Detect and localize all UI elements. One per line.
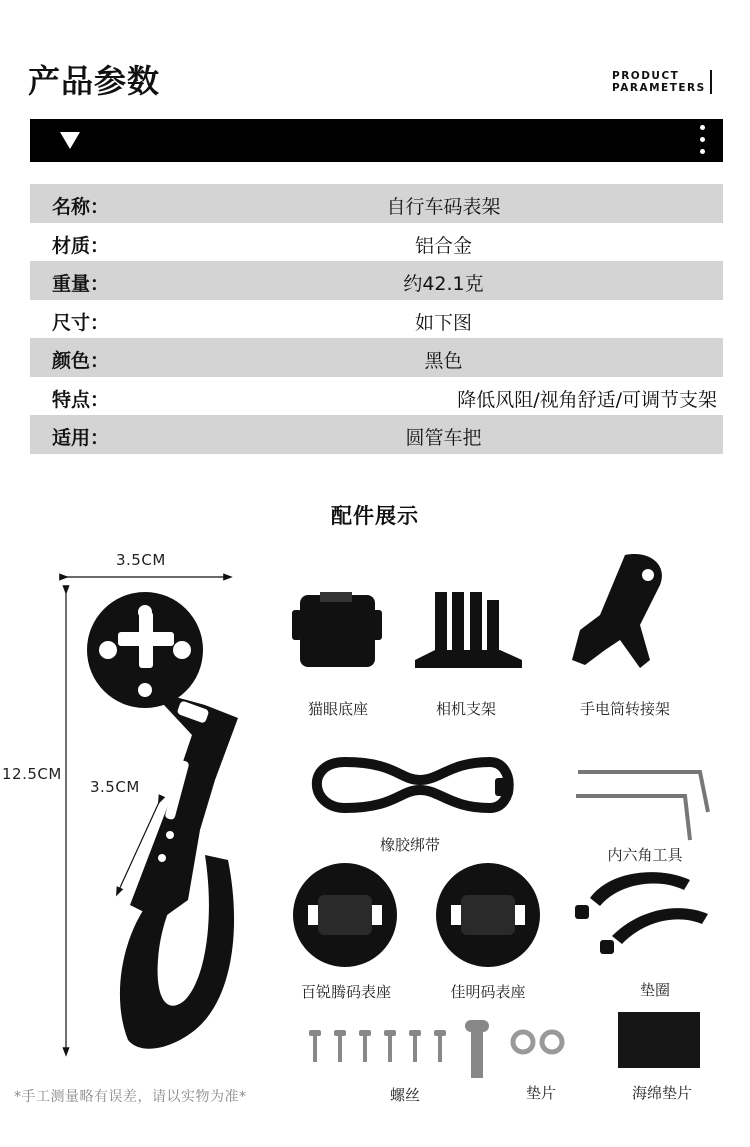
- flashlight-adapter-drawing: [572, 554, 662, 668]
- param-row: [30, 338, 723, 377]
- param-row: [30, 415, 723, 454]
- more-vertical-icon: [700, 125, 706, 161]
- param-value: 圆管车把: [405, 427, 482, 449]
- label-flashlight-adapter: 手电筒转接架: [579, 700, 670, 718]
- sponge-pad-drawing: [618, 1012, 700, 1068]
- dim-arm-label: 3.5CM: [90, 778, 140, 796]
- label-garmin-base: 佳明码表座: [450, 983, 526, 1001]
- dim-height-label: 12.5CM: [2, 765, 62, 783]
- shim-drawing: [575, 872, 708, 954]
- label-rubber-strap: 橡胶绑带: [379, 836, 440, 854]
- param-row: [30, 377, 723, 416]
- label-washer: 垫片: [525, 1084, 556, 1102]
- label-bryton-base: 百锐腾码表座: [300, 983, 391, 1001]
- params-table: [30, 184, 723, 454]
- label-shim: 垫圈: [639, 981, 670, 999]
- param-label: 材质：: [52, 234, 110, 257]
- param-value: 降低风阻/视角舒适/可调节支架: [457, 388, 717, 411]
- param-label: 尺寸：: [52, 311, 110, 334]
- triangle-down-icon: [60, 132, 80, 149]
- param-row: [30, 261, 723, 300]
- param-label: 颜色：: [52, 350, 110, 372]
- param-label: 重量：: [52, 273, 110, 295]
- accessories-title: 配件展示: [331, 504, 419, 528]
- camera-mount-drawing: [415, 592, 522, 668]
- cateye-base-drawing: [292, 592, 382, 667]
- hex-tool-drawing: [576, 772, 708, 840]
- bryton-base-drawing: [293, 863, 397, 967]
- label-hex-tool: 内六角工具: [607, 846, 683, 864]
- label-screws: 螺丝: [389, 1086, 420, 1104]
- param-row: [30, 300, 723, 339]
- garmin-base-drawing: [436, 863, 540, 967]
- param-row: [30, 223, 723, 262]
- param-label: 适用：: [52, 427, 110, 449]
- main-mount-drawing: [87, 592, 238, 1049]
- param-value: 如下图: [414, 311, 472, 334]
- param-label: 名称：: [52, 196, 110, 218]
- param-value: 黑色: [424, 350, 463, 372]
- param-value: 铝合金: [414, 234, 472, 257]
- page-title: 产品参数: [28, 62, 161, 100]
- label-sponge-pad: 海绵垫片: [631, 1084, 692, 1102]
- section-bar: [30, 119, 723, 162]
- label-cateye-base: 猫眼底座: [307, 700, 368, 718]
- subtitle-line-2: PARAMETERS: [612, 82, 706, 94]
- washer-drawing: [513, 1032, 562, 1052]
- page-subtitle: [612, 70, 712, 94]
- screws-drawing: [309, 1020, 489, 1078]
- subtitle-line-1: PRODUCT: [612, 70, 680, 82]
- measurement-note: *手工测量略有误差，请以实物为准*: [14, 1089, 247, 1105]
- param-value: 约42.1克: [403, 273, 484, 295]
- param-label: 特点：: [52, 388, 110, 411]
- rubber-strap-drawing: [317, 762, 513, 808]
- param-row: [30, 184, 723, 223]
- dim-width-label: 3.5CM: [116, 551, 166, 569]
- label-camera-mount: 相机支架: [435, 700, 496, 718]
- param-value: 自行车码表架: [386, 196, 501, 218]
